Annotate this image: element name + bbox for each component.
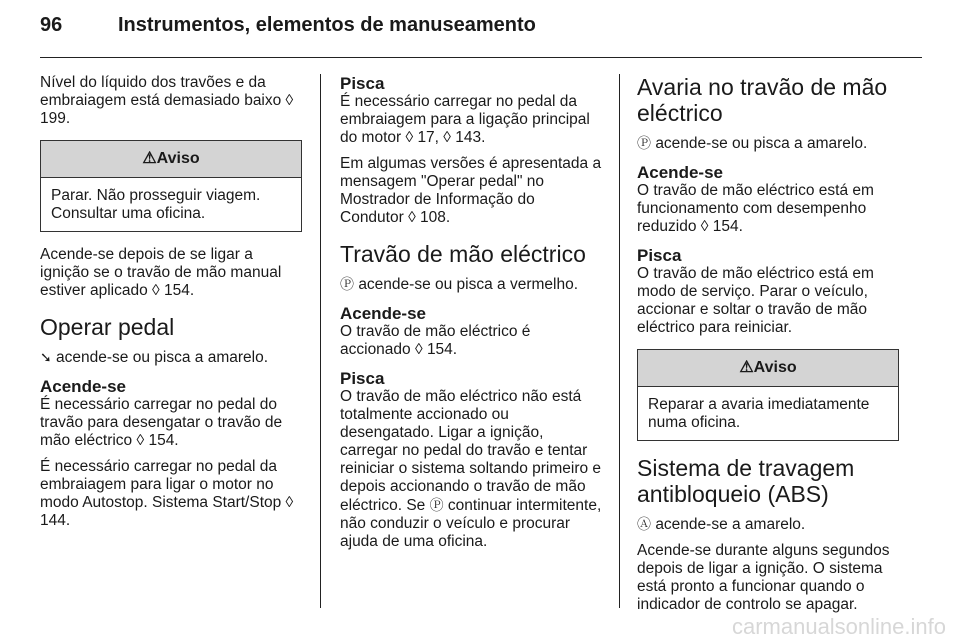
column-left xyxy=(40,74,302,538)
warning-triangle-icon: ⚠ xyxy=(142,150,157,167)
pedal-indicator-icon: ➘ xyxy=(40,349,52,365)
section-heading-operar-pedal: Operar pedal xyxy=(40,314,175,340)
page-number: 96 xyxy=(40,14,63,36)
parking-brake-icon: Ⓟ xyxy=(340,276,354,292)
warning-text: Parar. Não prosseguir viagem. Consultar uma oficina. xyxy=(51,187,261,222)
section-heading-avaria: Avaria no travão de mão eléctrico xyxy=(637,74,888,126)
subheading-pisca: Pisca xyxy=(637,246,682,265)
page-header xyxy=(40,14,920,52)
paragraph: É necessário carregar no pedal da embraiagem para a ligação principal do motor ◊ 17, ◊ 143. xyxy=(340,93,590,146)
column-divider xyxy=(619,74,620,608)
subheading-pisca: Pisca xyxy=(340,369,385,388)
paragraph: O travão de mão eléctrico está em modo de serviço. Parar o veículo, accionar e soltar o travão de mão eléctrico para reiniciar. xyxy=(637,265,874,336)
page-title: Instrumentos, elementos de manuseamento xyxy=(118,14,536,36)
paragraph: O travão de mão eléctrico não está totalmente accionado ou desengatado. Ligar a ignição, carregar no pedal do travão e tentar reiniciar o sistema soltando primeiro e depois accionando o travão de mão eléctrico. Se Ⓟ continuar intermitente, não conduzir o veículo e procurar ajuda de uma oficina. xyxy=(340,388,602,550)
warning-box xyxy=(637,349,899,441)
paragraph: Acende-se durante alguns segundos depois de ligar a ignição. O sistema está pronto a funcionar quando o indicador de controlo se apagar. xyxy=(637,542,890,613)
warning-text: Reparar a avaria imediatamente numa oficina. xyxy=(648,396,870,431)
subheading-acende-se: Acende-se xyxy=(40,377,126,396)
warning-heading: Aviso xyxy=(156,150,200,167)
parking-brake-icon: Ⓟ xyxy=(429,497,444,513)
header-rule xyxy=(40,57,922,58)
indicator-line: ➘ acende-se ou pisca a amarelo. xyxy=(40,349,269,366)
column-middle xyxy=(340,74,602,559)
paragraph: É necessário carregar no pedal da embraiagem para ligar o motor no modo Autostop. Sistema Start/Stop ◊ 144. xyxy=(40,458,294,529)
paragraph: O travão de mão eléctrico está em funcionamento com desempenho reduzido ◊ 154. xyxy=(637,182,874,235)
warning-box xyxy=(40,140,302,232)
indicator-line: Ⓟ acende-se ou pisca a amarelo. xyxy=(637,135,868,152)
indicator-line: Ⓟ acende-se ou pisca a vermelho. xyxy=(340,276,579,293)
warning-header xyxy=(41,141,301,178)
paragraph: É necessário carregar no pedal do travão para desengatar o travão de mão eléctrico ◊ 154. xyxy=(40,396,283,449)
paragraph: Em algumas versões é apresentada a mensagem "Operar pedal" no Mostrador de Informação do Condutor ◊ 108. xyxy=(340,155,602,226)
intro-text: Nível do líquido dos travões e da embraiagem está demasiado baixo ◊ 199. xyxy=(40,74,294,127)
column-divider xyxy=(320,74,321,608)
subheading-acende-se: Acende-se xyxy=(637,163,723,182)
section-heading-abs: Sistema de travagem antibloqueio (ABS) xyxy=(637,455,855,507)
column-right xyxy=(637,74,899,622)
indicator-line: Ⓐ acende-se a amarelo. xyxy=(637,516,806,533)
warning-heading: Aviso xyxy=(753,359,797,376)
subheading-pisca: Pisca xyxy=(340,74,385,93)
brake-fault-icon: Ⓟ xyxy=(637,135,651,151)
section-heading-travao-mao: Travão de mão eléctrico xyxy=(340,241,586,267)
paragraph: O travão de mão eléctrico é accionado ◊ 154. xyxy=(340,323,531,358)
watermark: carmanualsonline.info xyxy=(731,614,946,639)
subheading-acende-se: Acende-se xyxy=(340,304,426,323)
warning-triangle-icon: ⚠ xyxy=(739,359,754,376)
abs-indicator-icon: Ⓐ xyxy=(637,516,651,532)
after-warning-text: Acende-se depois de se ligar a ignição se o travão de mão manual estiver aplicado ◊ 154. xyxy=(40,246,282,299)
warning-header xyxy=(638,350,898,387)
